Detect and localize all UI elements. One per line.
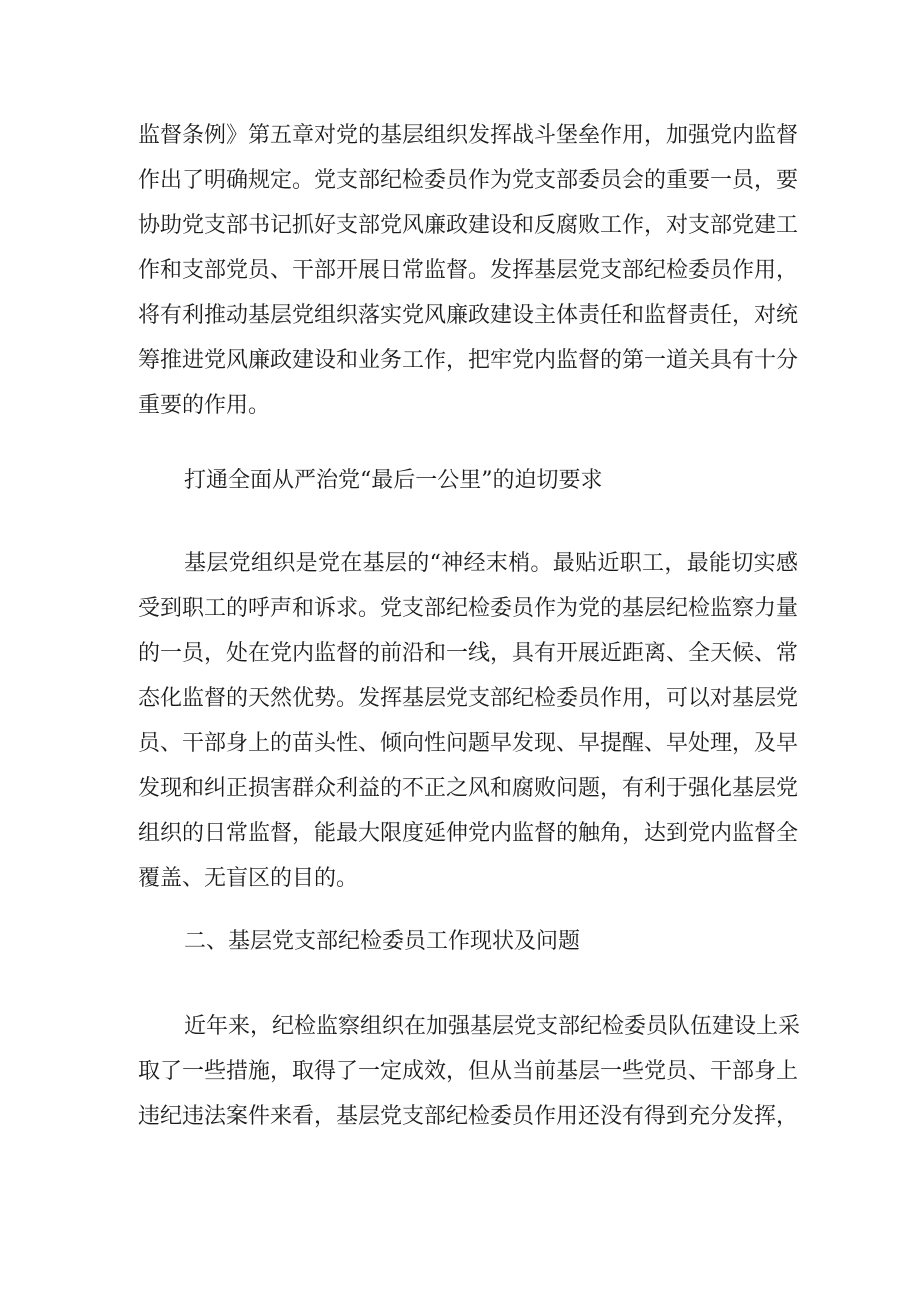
text-line: 筹推进党风廉政建设和业务工作，把牢党内监督的第一道关具有十分 — [138, 348, 799, 373]
text-line: 监督条例》第五章对党的基层组织发挥战斗堡垒作用，加强党内监督 — [138, 123, 799, 148]
text-line: 取了一些措施，取得了一定成效，但从当前基层一些党员、干部身上 — [138, 1059, 799, 1084]
text-line: 将有利推动基层党组织落实党风廉政建设主体责任和监督责任，对统 — [138, 303, 799, 328]
text-line: 的一员，处在党内监督的前沿和一线，具有开展近距离、全天候、常 — [138, 641, 799, 666]
text-line: 组织的日常监督，能最大限度延伸党内监督的触角，达到党内监督全 — [138, 821, 799, 846]
text-line: 重要的作用。 — [138, 393, 271, 418]
text-line: 基层党组织是党在基层的“神经末梢。最贴近职工，最能切实感 — [184, 551, 798, 576]
text-line: 员、干部身上的苗头性、倾向性问题早发现、早提醒、早处理，及早 — [138, 731, 799, 756]
text-line: 作和支部党员、干部开展日常监督。发挥基层党支部纪检委员作用， — [138, 258, 799, 283]
text-line: 违纪违法案件来看，基层党支部纪检委员作用还没有得到充分发挥， — [138, 1104, 799, 1129]
section-heading: 打通全面从严治党“最后一公里”的迫切要求 — [184, 468, 603, 493]
text-line: 作出了明确规定。党支部纪检委员作为党支部委员会的重要一员，要 — [138, 168, 799, 193]
text-line: 近年来，纪检监察组织在加强基层党支部纪检委员队伍建设上采 — [184, 1014, 801, 1039]
text-line: 态化监督的天然优势。发挥基层党支部纪检委员作用，可以对基层党 — [138, 686, 799, 711]
text-line: 受到职工的呼声和诉求。党支部纪检委员作为党的基层纪检监察力量 — [138, 596, 799, 621]
text-line: 协助党支部书记抓好支部党风廉政建设和反腐败工作，对支部党建工 — [138, 213, 799, 238]
text-line: 覆盖、无盲区的目的。 — [138, 866, 359, 891]
section-heading: 二、基层党支部纪检委员工作现状及问题 — [184, 929, 581, 954]
text-line: 发现和纠正损害群众利益的不正之风和腐败问题，有利于强化基层党 — [138, 776, 799, 801]
